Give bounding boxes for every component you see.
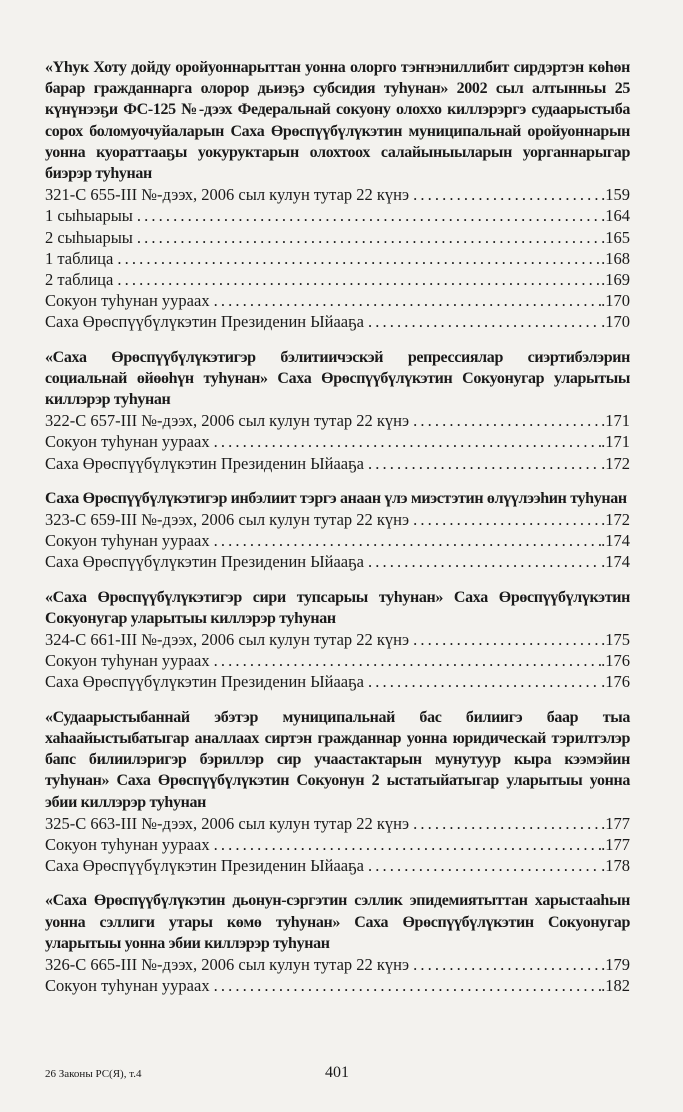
entry-title: Саха Өрөспүүбүлүкэтин Президенин Ыйааҕа [45, 856, 364, 876]
toc-entry [45, 311, 630, 332]
entry-page: .176 [601, 672, 630, 692]
entry-title: 324-С 661-III №-дээх, 2006 сыл кулун тутар 22 күнэ [45, 630, 410, 650]
dot-leader [413, 629, 601, 650]
footer-signature: 26 Законы РС(Я), т.4 [45, 1068, 142, 1080]
toc-section [45, 347, 630, 474]
entry-title: 322-С 657-III №-дээх, 2006 сыл кулун тутар 22 күнэ [45, 411, 410, 431]
entry-title: Сокуон туһунан уураах [45, 834, 210, 854]
entry-page: .170 [601, 312, 630, 332]
entry-page: .159 [601, 185, 630, 205]
entry-page: .178 [601, 856, 630, 876]
entry-title: Сокуон туһунан уураах [45, 651, 210, 671]
toc-entry [45, 551, 630, 572]
dot-leader [214, 650, 602, 671]
table-of-contents [45, 57, 630, 1010]
toc-entry [45, 975, 630, 996]
dot-leader [413, 410, 601, 431]
dot-leader [214, 834, 602, 855]
dot-leader [214, 290, 602, 311]
toc-entry [45, 410, 630, 431]
toc-entry [45, 855, 630, 876]
entry-title: 1 сыһыарыы [45, 206, 133, 226]
entry-page: .170 [601, 291, 630, 311]
entry-title: 2 таблица [45, 270, 114, 290]
toc-entry [45, 834, 630, 855]
dot-leader [368, 453, 601, 474]
entry-page: .175 [601, 630, 630, 650]
dot-leader [214, 975, 602, 996]
toc-entry [45, 453, 630, 474]
toc-entry [45, 671, 630, 692]
dot-leader [368, 311, 601, 332]
section-heading: «Үһук Хоту дойду оройуоннарыттан уонна олорго тэҥнэниллибит сирдэртэн көһөн барар гражданнарга олорор дьиэҕэ субсидия туһунан» 2002 сыл алтынньы 25 күнүнээҕи ФС-125 №-дээх Федеральнай сокуону олоххо киллэрэргэ судаарыстыба сорох боломуочуйаларын Саха Өрөспүүбүлүкэтин муниципальнай оройуоннарын уонна куораттааҕы уокуруктарын олохтоох салайыныыларын уорганнарыгар биэрэр туһунан [45, 59, 630, 183]
dot-leader [137, 205, 601, 226]
dot-leader [117, 248, 601, 269]
entry-title: Сокуон туһунан уураах [45, 432, 210, 452]
entry-page: .176 [601, 651, 630, 671]
entry-title: Саха Өрөспүүбүлүкэтин Президенин Ыйааҕа [45, 552, 364, 572]
dot-leader [368, 855, 601, 876]
section-heading: «Саха Өрөспүүбүлүкэтигэр сири тупсарыы туһунан» Саха Өрөспүүбүлүкэтин Сокуонугар уларытыы киллэрэр туһунан [45, 588, 630, 627]
toc-entry [45, 269, 630, 290]
section-heading: «Саха Өрөспүүбүлүкэтигэр бэлитиичэскэй репрессиялар сиэртибэлэрин социальнай өйөөһүн туһунан» Саха Өрөспүүбүлүкэтин Сокуонугар уларытыы киллэрэр туһунан [45, 348, 630, 409]
entry-title: 325-С 663-III №-дээх, 2006 сыл кулун тутар 22 күнэ [45, 813, 410, 833]
toc-entry [45, 227, 630, 248]
entry-page: .174 [601, 552, 630, 572]
toc-section [45, 57, 630, 333]
dot-leader [117, 269, 601, 290]
entry-title: Сокуон туһунан уураах [45, 291, 210, 311]
dot-leader [413, 509, 601, 530]
entry-title: 1 таблица [45, 248, 114, 268]
entry-title: 326-С 665-III №-дээх, 2006 сыл кулун тутар 22 күнэ [45, 954, 410, 974]
entry-page: .179 [601, 954, 630, 974]
dot-leader [413, 954, 601, 975]
dot-leader [413, 184, 601, 205]
entry-page: .168 [601, 248, 630, 268]
entry-page: .171 [601, 432, 630, 452]
entry-page: .174 [601, 531, 630, 551]
toc-entry [45, 530, 630, 551]
entry-page: .182 [601, 976, 630, 996]
entry-page: .169 [601, 270, 630, 290]
toc-entry [45, 290, 630, 311]
entry-title: Саха Өрөспүүбүлүкэтин Президенин Ыйааҕа [45, 453, 364, 473]
section-heading: Саха Өрөспүүбүлүкэтигэр инбэлиит тэргэ анаан үлэ миэстэтин өлүүлээһин туһунан [45, 489, 627, 507]
entry-page: .177 [601, 813, 630, 833]
toc-entry [45, 509, 630, 530]
entry-page: .172 [601, 510, 630, 530]
entry-page: .177 [601, 834, 630, 854]
dot-leader [368, 671, 601, 692]
entry-title: 323-С 659-III №-дээх, 2006 сыл кулун тутар 22 күнэ [45, 510, 410, 530]
entry-title: 2 сыһыарыы [45, 227, 133, 247]
dot-leader [137, 227, 601, 248]
dot-leader [368, 551, 601, 572]
toc-section [45, 707, 630, 877]
entry-page: .171 [601, 411, 630, 431]
toc-entry [45, 205, 630, 226]
entry-page: .164 [601, 206, 630, 226]
toc-section [45, 488, 630, 573]
toc-section [45, 890, 630, 996]
section-heading: «Судаарыстыбаннай эбэтэр муниципальнай бас билиигэ баар тыа хаһаайыстыбатыгар аналлаах сиртэн гражданнар уонна юридическай тэрилтэлэр бапс билиилэригэр бэриллэр сир учаастактарын мунутуур кыра кээмэйин туһунан» Саха Өрөспүүбүлүкэтин Сокуонун 2 ыстатыйатыгар уларытыы уонна эбии киллэрэр туһунан [45, 708, 630, 811]
toc-entry [45, 184, 630, 205]
dot-leader [413, 813, 601, 834]
entry-title: Сокуон туһунан уураах [45, 976, 210, 996]
dot-leader [214, 431, 602, 452]
toc-entry [45, 431, 630, 452]
page-number: 401 [325, 1064, 349, 1081]
entry-title: 321-С 655-III №-дээх, 2006 сыл кулун тутар 22 күнэ [45, 185, 410, 205]
entry-page: .172 [601, 453, 630, 473]
toc-entry [45, 650, 630, 671]
toc-section [45, 587, 630, 693]
entry-title: Саха Өрөспүүбүлүкэтин Президенин Ыйааҕа [45, 312, 364, 332]
section-heading: «Саха Өрөспүүбүлүкэтин дьонун-сэргэтин сэллик эпидемиятыттан харыстааһын уонна сэллиги утары көмө туһунан» Саха Өрөспүүбүлүкэтин Сокуонугар уларытыы уонна эбии киллэрэр туһунан [45, 892, 630, 952]
entry-page: .165 [601, 227, 630, 247]
entry-title: Сокуон туһунан уураах [45, 531, 210, 551]
entry-title: Саха Өрөспүүбүлүкэтин Президенин Ыйааҕа [45, 672, 364, 692]
dot-leader [214, 530, 602, 551]
toc-entry [45, 248, 630, 269]
toc-entry [45, 813, 630, 834]
toc-entry [45, 629, 630, 650]
toc-entry [45, 954, 630, 975]
